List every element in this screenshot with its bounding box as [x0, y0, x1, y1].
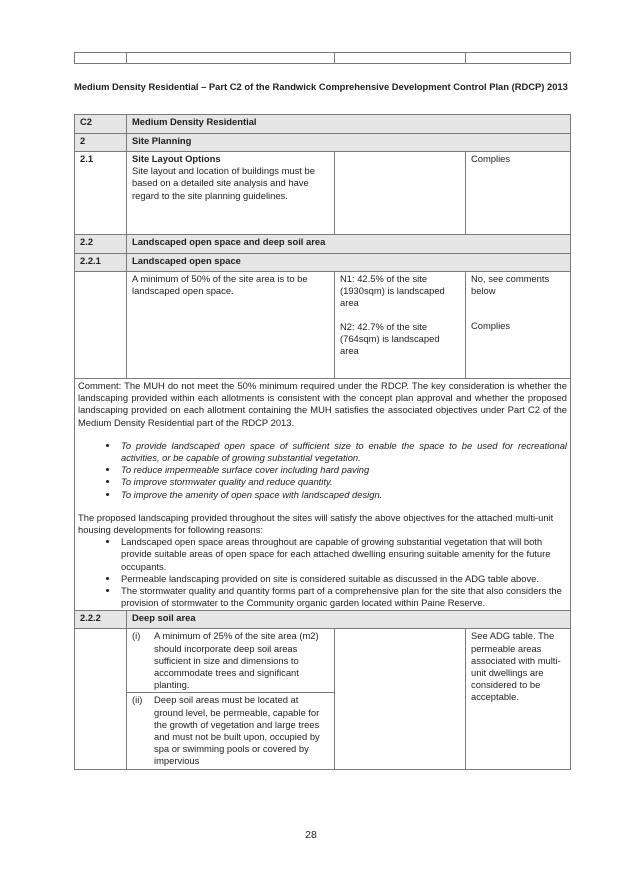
section-2-row	[75, 134, 571, 152]
section-2-2-1-detail-row	[75, 272, 571, 379]
section-2-2-row	[75, 235, 571, 254]
list-item: • The stormwater quality and quantity forms part of a comprehensive plan for the site that also considers the provision of stormwater to the Community organic garden located within Paine Reserve.	[119, 585, 567, 609]
compliance-table	[74, 114, 571, 770]
deep-soil-item-1-row	[75, 629, 571, 693]
page-number: 28	[305, 829, 317, 841]
comment-intro: Comment: The MUH do not meet the 50% minimum required under the RDCP. The key consideration is whether the landscaping provided within each allotments is consistent with the concept plan approval and whether the proposed landscaping provided on each allotment containing the MUH satisfies the associated objectives under Part C2 of the Medium Density Residential part of the RDCP 2013.	[78, 380, 567, 428]
header-title: Medium Density Residential	[127, 115, 571, 134]
section-2-1-code: 2.1	[75, 152, 127, 235]
section-2-2-1-code: 2.2.1	[75, 254, 127, 272]
section-2-2-1-title: Landscaped open space	[127, 254, 571, 272]
section-2-2-title: Landscaped open space and deep soil area	[127, 235, 571, 254]
item-2-number: (ii)	[132, 694, 143, 706]
section-2-code: 2	[75, 134, 127, 152]
section-2-1-title: Site Layout Options	[132, 153, 221, 164]
section-2-2-2-code: 2.2.2	[75, 611, 127, 629]
list-item: • To improve the amenity of open space with landscaped design.	[119, 489, 567, 501]
section-2-2-1-row	[75, 254, 571, 272]
deep-soil-item-2	[127, 693, 335, 769]
section-2-1-text: Site layout and location of buildings must be based on a detailed site analysis and have regard to the site planning guidelines.	[132, 165, 315, 201]
section-2-1-row	[75, 152, 571, 235]
section-2-2-2-title: Deep soil area	[127, 611, 571, 629]
n2-proposal: N2: 42.7% of the site (764sqm) is landscaped area	[340, 320, 440, 357]
comment-cell	[75, 379, 571, 611]
reasons-list	[78, 536, 567, 609]
n1-proposal: N1: 42.5% of the site (1930sqm) is landscaped area	[340, 273, 445, 309]
list-item: • Landscaped open space areas throughout are capable of growing substantial vegetation that will both provide suitable areas of open space for each attached dwelling ensuring suitable amenity for the future occupants.	[119, 536, 567, 573]
n1-status: No, see comments below	[471, 273, 550, 297]
comment-row	[75, 379, 571, 611]
section-2-2-2-empty	[75, 629, 127, 769]
list-item: • Permeable landscaping provided on site is considered suitable as discussed in the ADG table above.	[119, 573, 567, 585]
section-2-2-1-proposal	[335, 272, 466, 379]
section-heading: Medium Density Residential – Part C2 of the Randwick Comprehensive Development Control Plan (RDCP) 2013	[74, 81, 568, 92]
section-2-2-2-proposal	[335, 629, 466, 769]
section-2-2-2-status: See ADG table. The permeable areas associated with multi-unit dwellings are considered to be acceptable.	[466, 629, 571, 769]
section-2-1-status: Complies	[466, 152, 571, 235]
table-header-row	[75, 115, 571, 134]
section-2-2-2-row	[75, 611, 571, 629]
previous-table-fragment	[74, 52, 571, 64]
reasons-intro: The proposed landscaping provided throughout the sites will satisfy the above objectives for the attached multi-unit housing developments for following reasons:	[78, 511, 554, 536]
objectives-list	[78, 440, 567, 501]
n2-status: Complies	[471, 320, 511, 332]
section-2-2-code: 2.2	[75, 235, 127, 254]
header-code: C2	[75, 115, 127, 134]
section-2-2-1-status	[466, 272, 571, 379]
item-1-text: A minimum of 25% of the site area (m2) should incorporate deep soil areas sufficient in size and dimensions to accommodate trees and significant planting.	[154, 630, 319, 691]
item-2-text: Deep soil areas must be located at ground level, be permeable, capable for the growth of vegetation and large trees and must not be built upon, occupied by spa or swimming pools or covered by impervious	[154, 694, 320, 767]
section-2-1-control	[127, 152, 335, 235]
section-2-2-1-text: A minimum of 50% of the site area is to be landscaped open space.	[127, 272, 335, 379]
item-1-number: (i)	[132, 630, 141, 642]
list-item: • To improve stormwater quality and reduce quantity.	[119, 476, 567, 488]
list-item: • To provide landscaped open space of sufficient size to enable the space to be used for recreational activities, or be capable of growing substantial vegetation.	[119, 440, 567, 464]
deep-soil-item-1	[127, 629, 335, 693]
section-2-title: Site Planning	[127, 134, 571, 152]
list-item: • To reduce impermeable surface cover including hard paving	[119, 464, 567, 476]
section-2-1-proposal	[335, 152, 466, 235]
section-2-2-1-empty	[75, 272, 127, 379]
